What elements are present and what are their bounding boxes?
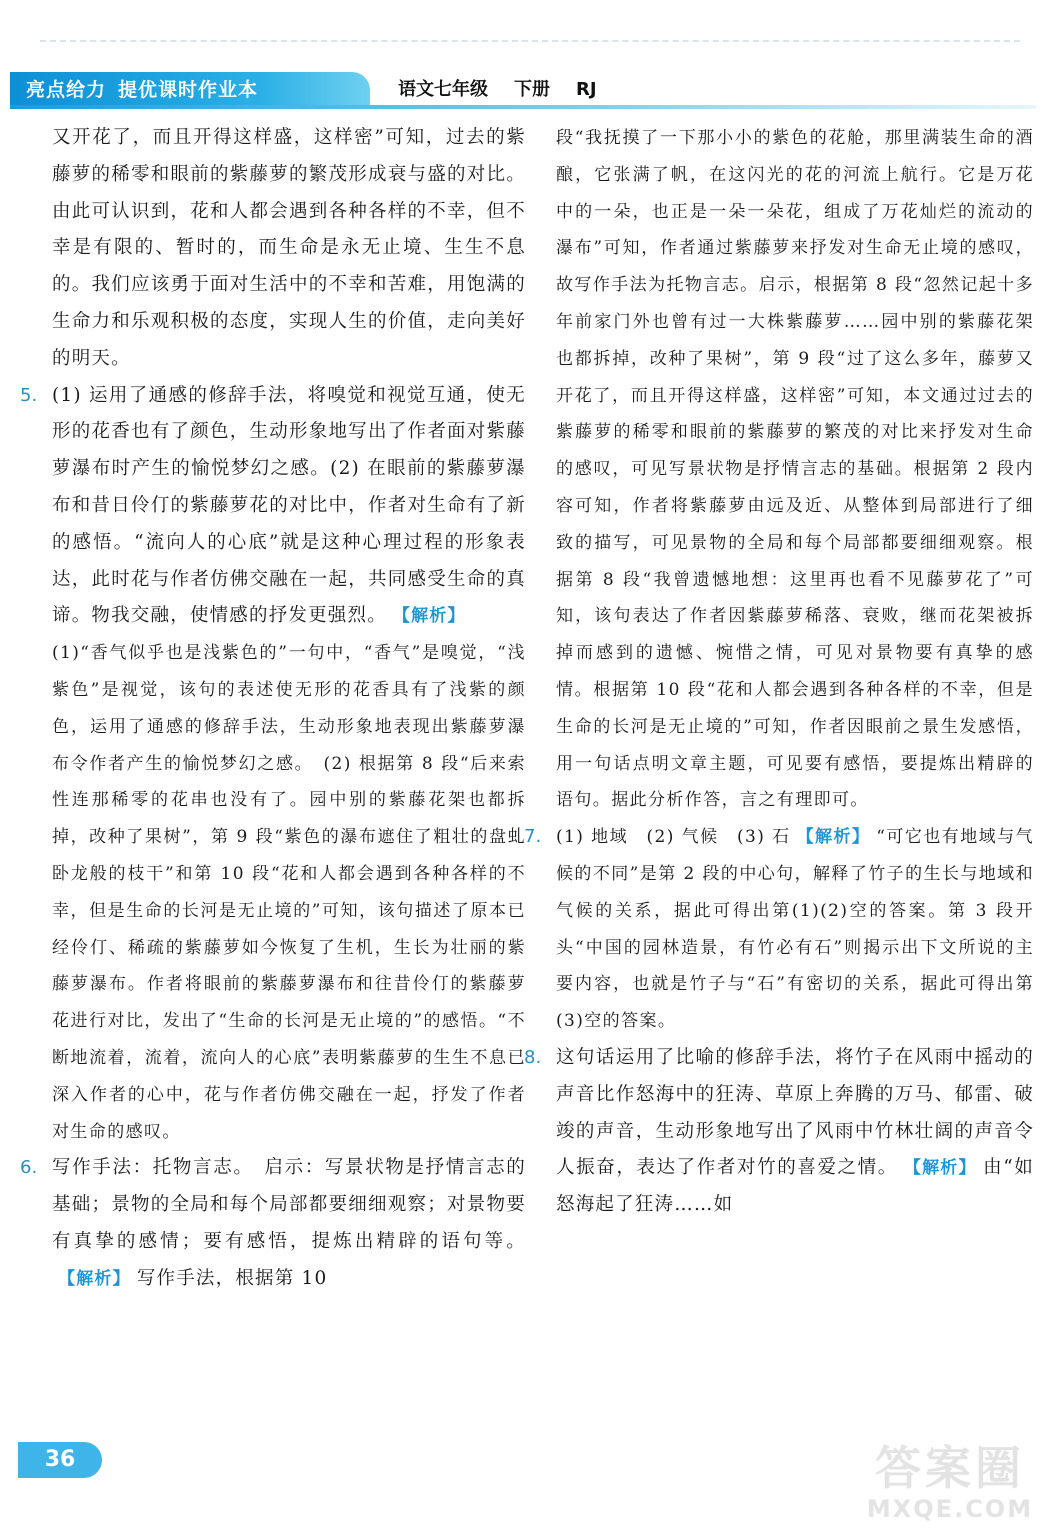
- watermark-main: 答案圈: [875, 1441, 1025, 1495]
- answer-body: (1) 地域 (2) 气候 (3) 石: [556, 827, 791, 848]
- analysis-tag: 【解析】: [392, 606, 466, 627]
- edition: RJ: [576, 79, 597, 100]
- right-column: [524, 120, 1034, 1224]
- question-5: [20, 378, 526, 1151]
- answer-text: [556, 819, 1034, 1040]
- left-column: [20, 120, 526, 1298]
- question-8: [524, 1040, 1034, 1224]
- question-number: 7.: [524, 826, 542, 848]
- book-series: 提优课时作业本: [118, 79, 259, 101]
- page-number: 36: [18, 1442, 102, 1478]
- question-number: 8.: [524, 1046, 542, 1068]
- analysis-lead: 由“如怒海起了狂涛……如: [556, 1157, 1034, 1216]
- answer-text: [52, 378, 526, 636]
- analysis-tag: 【解析】: [903, 1158, 977, 1179]
- brand-name: 亮点给力: [26, 79, 107, 101]
- question-7: [524, 819, 1034, 1040]
- subject-info: [398, 74, 623, 106]
- analysis-body: “可它也有地域与气候的不同”是第 2 段的中心句，解释了竹子的生长与地域和气候的关系，据此可得出第(1)(2)空的答案。第 3 段开头“中国的园林造景，有竹必有石”则揭示出下文所说的主要内容，也就是竹子与“石”有密切的关系，据此可得出第(3)空的答案。: [556, 827, 1034, 1032]
- question-6: [20, 1150, 526, 1297]
- analysis-tag: 【解析】: [58, 1268, 131, 1289]
- answer-body: (1) 运用了通感的修辞手法，将嗅觉和视觉互通，使无形的花香也有了颜色，生动形象地写出了作者面对紫藤萝瀑布时产生的愉悦梦幻之感。(2) 在眼前的紫藤萝瀑布和昔日伶仃的紫藤萝花的对比中，作者对生命有了新的感悟。“流向人的心底”就是这种心理过程的形象表达，此时花与作者仿佛交融在一起，共同感受生命的真谛。物我交融，使情感的抒发更强烈。: [52, 384, 526, 627]
- question-number: 5.: [20, 384, 38, 406]
- brand-title: [26, 74, 258, 106]
- subject-grade: 语文七年级: [398, 79, 488, 100]
- watermark-url: MXQE.COM: [866, 1495, 1034, 1523]
- answer-text: [556, 1040, 1034, 1224]
- volume: 下册: [514, 79, 550, 100]
- question-number: 6.: [20, 1157, 38, 1179]
- analysis-tag: 【解析】: [796, 827, 871, 848]
- top-divider: [40, 40, 1020, 42]
- continued-text: 又开花了，而且开得这样盛，这样密”可知，过去的紫藤萝的稀零和眼前的紫藤萝的繁茂形成衰与盛的对比。由此可认识到，花和人都会遇到各种各样的不幸，但不幸是有限的、暂时的，而生命是永无止境、生生不息的。我们应该勇于面对生活中的不幸和苦难，用饱满的生命力和乐观积极的态度，实现人生的价值，走向美好的明天。: [52, 127, 526, 369]
- analysis-lead: 写作手法，根据第 10: [136, 1267, 328, 1289]
- answer-body: 写作手法：托物言志。 启示：写景状物是抒情言志的基础；景物的全局和每个局部都要细细观察；对景物要有真挚的感情；要有感悟，提炼出精辟的语句等。: [52, 1157, 526, 1252]
- answer-body: 这句话运用了比喻的修辞手法，将竹子在风雨中摇动的声音比作怒海中的狂涛、草原上奔腾的万马、郁雷、破竣的声音，生动形象地写出了风雨中竹林壮阔的声音令人振奋，表达了作者对竹的喜爱之情。: [556, 1046, 1034, 1179]
- continued-analysis: 段“我抚摸了一下那小小的紫色的花舱，那里满装生命的酒酿，它张满了帆，在这闪光的花的河流上航行。它是万花中的一朵，也正是一朵一朵花，组成了万花灿烂的流动的瀑布”可知，作者通过紫藤萝来抒发对生命无止境的感叹，故写作手法为托物言志。启示，根据第 8 段“忽然记起十多年前家门外也曾有过一大株紫藤萝……园中别的紫藤花架也都拆掉，改种了果树”，第 9 段“过了这么多年，藤萝又开花了，而且开得这样盛，这样密”可知，本文通过过去的紫藤萝的稀零和眼前的紫藤萝的繁茂的对比来抒发对生命的感叹，可见写景状物是抒情言志的基础。根据第 2 段内容可知，作者将紫藤萝由远及近、从整体到局部进行了细致的描写，可见景物的全局和每个局部都要细细观察。根据第 8 段“我曾遗憾地想：这里再也看不见藤萝花了”可知，该句表达了作者因紫藤萝稀落、衰败，继而花架被拆掉而感到的遗憾、惋惜之情，可见对景物要有真挚的感情。根据第 10 段“花和人都会遇到各种各样的不幸，但是生命的长河是无止境的”可知，作者因眼前之景生发感悟，用一句话点明文章主题，可见要有感悟，要提炼出精辟的语句。据此分析作答，言之有理即可。: [556, 128, 1034, 811]
- answer-text: [52, 1150, 526, 1297]
- analysis-text: (1)“香气似乎也是浅紫色的”一句中，“香气”是嗅觉，“浅紫色”是视觉，该句的表述使无形的花香具有了浅紫的颜色，运用了通感的修辞手法，生动形象地表现出紫藤萝瀑布令作者产生的愉悦梦幻之感。 (2) 根据第 8 段“后来索性连那稀零的花串也没有了。园中别的紫藤花架也都拆掉，改种了果树”，第 9 段“紫色的瀑布遮住了粗壮的盘虬卧龙般的枝干”和第 10 段“花和人都会遇到各种各样的不幸，但是生命的长河是无止境的”可知，该句描述了原本已经伶仃、稀疏的紫藤萝如今恢复了生机，生长为壮丽的紫藤萝瀑布。作者将眼前的紫藤萝瀑布和往昔伶仃的紫藤萝花进行对比，发出了“生命的长河是无止境的”的感悟。“不断地流着，流着，流向人的心底”表明紫藤萝的生生不息已深入作者的心中，花与作者仿佛交融在一起，抒发了作者对生命的感叹。: [52, 643, 526, 1142]
- watermark-logo: [860, 1442, 1040, 1536]
